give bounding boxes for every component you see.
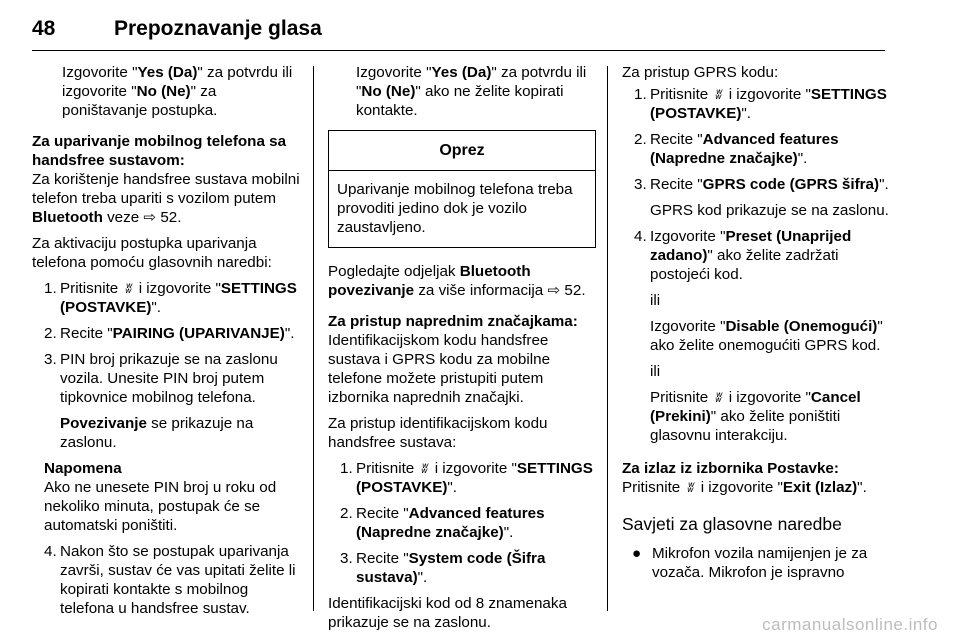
page-header xyxy=(32,14,885,51)
list-item: 3. PIN broj prikazuje se na zaslonu vozila. Unesite PIN broj putem tipkovnice mobilnog telefona. xyxy=(44,351,278,406)
list-item: 2. Recite "Advanced features (Napredne značajke)". xyxy=(340,505,545,541)
voice-command-icon: ʬ xyxy=(715,87,722,102)
page-reference-icon: ⇨ xyxy=(547,282,561,299)
list-item: 3. Recite "GPRS code (GPRS šifra)". xyxy=(634,176,889,193)
column-2 xyxy=(328,63,596,639)
voice-command-icon: ʬ xyxy=(687,480,694,495)
voice-command-icon: ʬ xyxy=(421,461,428,476)
list-item: 4. Izgovorite "Preset (Unaprijed zadano)" ako želite zadržati postojeći kod. xyxy=(634,228,852,283)
copy-contacts-instruction: Izgovorite "Yes (Da)" za potvrdu ili "No (Ne)" ako ne želite kopirati kontakte. xyxy=(356,64,587,119)
page-title: Prepoznavanje glasa xyxy=(114,17,322,40)
cancel-option: Pritisnite ʬ i izgovorite "Cancel (Prekini)" ako želite poništiti glasovnu interakciju. xyxy=(650,389,861,444)
list-item: 4. Nakon što se postupak uparivanja završi, sustav će vas upitati želite li kopirati kontakte s mobilnog telefona u handsfree sustav. xyxy=(44,543,296,617)
or-text: ili xyxy=(650,292,661,309)
activate-text: Za aktivaciju postupka uparivanja telefona pomoću glasovnih naredbi: xyxy=(32,235,272,271)
column-divider xyxy=(607,66,608,611)
exit-heading: Za izlaz iz izbornika Postavke: xyxy=(622,460,839,477)
note-title: Napomena xyxy=(44,460,122,477)
note-text: Ako ne unesete PIN broj u roku od nekoliko minuta, postupak će se automatski poništiti. xyxy=(44,479,277,534)
pairing-text: Za korištenje handsfree sustava mobilni telefon treba upariti s vozilom putem Bluetooth veze ⇨ 52. xyxy=(32,171,300,226)
gprs-intro: Za pristup GPRS kodu: xyxy=(622,64,779,81)
confirm-instruction: Izgovorite "Yes (Da)" za potvrdu ili izgovorite "No (Ne)" za poništavanje postupka. xyxy=(62,64,293,119)
pairing-heading: Za uparivanje mobilnog telefona sa handsfree sustavom: xyxy=(32,133,287,169)
see-section-text: Pogledajte odjeljak Bluetooth povezivanje za više informacija ⇨ 52. xyxy=(328,263,586,299)
list-item: 1. Pritisnite ʬ i izgovorite "SETTINGS (POSTAVKE)". xyxy=(634,86,887,122)
id-access-text: Za pristup identifikacijskom kodu handsfree sustava: xyxy=(328,415,548,451)
column-1 xyxy=(32,63,300,625)
list-item: 2. Recite "PAIRING (UPARIVANJE)". xyxy=(44,325,295,342)
advanced-text: Identifikacijskom kodu handsfree sustava i GPRS kodu za mobilne telefone možete pristupiti putem izbornika naprednih značajki. xyxy=(328,332,551,406)
id-code-info: Identifikacijski kod od 8 znamenaka prikazuje se na zaslonu. xyxy=(328,595,567,631)
list-item: 1. Pritisnite ʬ i izgovorite "SETTINGS (POSTAVKE)". xyxy=(340,460,593,496)
caution-text: Uparivanje mobilnog telefona treba provoditi jedino dok je vozilo zaustavljeno. xyxy=(337,181,573,236)
voice-command-icon: ʬ xyxy=(125,281,132,296)
column-divider xyxy=(313,66,314,611)
step-3-result: Povezivanje se prikazuje na zaslonu. xyxy=(60,415,254,451)
disable-option: Izgovorite "Disable (Onemogući)" ako želite onemogućiti GPRS kod. xyxy=(650,318,883,354)
or-text: ili xyxy=(650,363,661,380)
advanced-heading: Za pristup naprednim značajkama: xyxy=(328,313,578,330)
list-item: ● Mikrofon vozila namijenjen je za vozača. Mikrofon je ispravno xyxy=(632,545,868,581)
column-3 xyxy=(622,63,890,582)
list-item: 2. Recite "Advanced features (Napredne značajke)". xyxy=(634,131,839,167)
caution-title: Oprez xyxy=(329,131,595,171)
note-block xyxy=(32,459,300,535)
page-number: 48 xyxy=(32,17,56,40)
page-reference-icon: ⇨ xyxy=(143,209,157,226)
list-item: 3. Recite "System code (Šifra sustava)". xyxy=(340,550,546,586)
watermark: carmanualsonline.info xyxy=(762,615,938,634)
voice-command-icon: ʬ xyxy=(715,390,722,405)
tips-heading: Savjeti za glasovne naredbe xyxy=(622,514,842,534)
caution-box xyxy=(328,130,596,248)
exit-text: Pritisnite ʬ i izgovorite "Exit (Izlaz)". xyxy=(622,479,867,496)
bullet-text: Mikrofon vozila namijenjen je za vozača. Mikrofon je ispravno xyxy=(652,545,868,581)
step-3-result: GPRS kod prikazuje se na zaslonu. xyxy=(650,202,889,219)
list-item: 1. Pritisnite ʬ i izgovorite "SETTINGS (POSTAVKE)". xyxy=(44,280,297,316)
